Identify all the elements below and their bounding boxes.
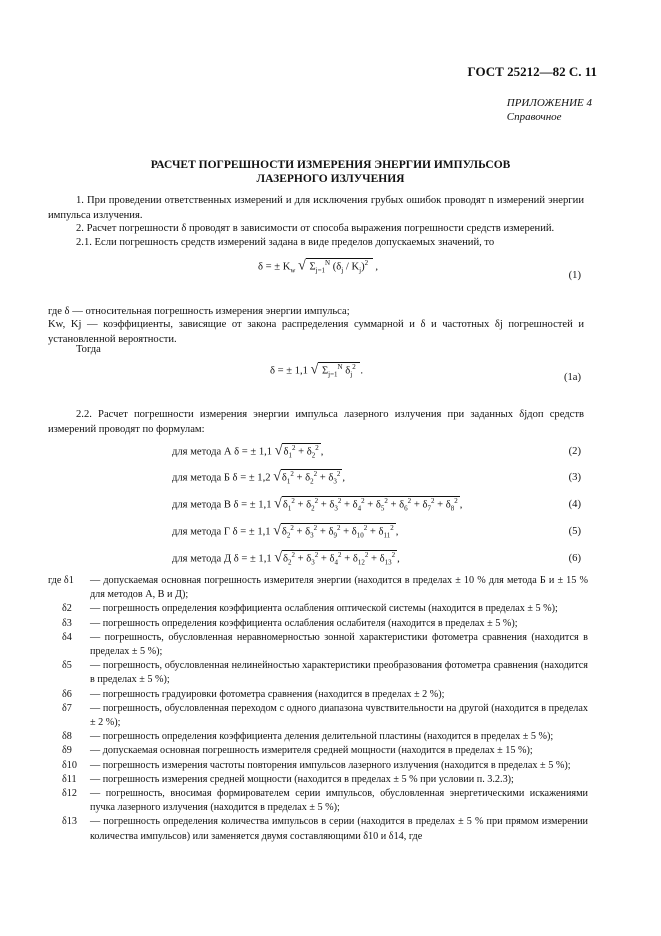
definition-item: δ12 — погрешность, вносимая формирователем серии импульсов, обусловленная энергетическими искажениями пучка лазерного излучения (находится в пределах ± 5 %); [62, 788, 588, 814]
definition-item: δ3 — погрешность определения коэффициента ослабления ослабителя (находится в пределах ± 5 %); [62, 617, 518, 629]
equation-method-d: для метода Д δ = ± 1,1 $√\delta_2^2 + \delta_3^2 + \delta_4^2 + \delta_{12}^2 + \delta_{13}^2$ , [172, 550, 400, 567]
paragraph-2-2: 2.2. Расчет погрешности измерения энергии импульса лазерного излучения при заданных δjдоп средств измерений проводят по формулам: [48, 409, 584, 435]
equation-4-number: (4) [568, 499, 581, 510]
then-label: Тогда [76, 344, 101, 355]
definition-item: где δ1 — допускаемая основная погрешность измерителя энергии (находится в пределах ± 10 % для метода Б и ± 15 % для методов А, В и Д); [48, 575, 588, 601]
where-delta: где δ — относительная погрешность измерения энергии импульса; [48, 306, 350, 317]
appendix-title: ПРИЛОЖЕНИЕ 4 [506, 97, 592, 109]
definition-item: δ4 — погрешность, обусловленная неравномерностью зонной характеристики фотометра сравнения (находится в пределах ± 5 %); [62, 631, 588, 658]
definition-item: δ7 — погрешность, обусловленная переходом с одного диапазона чувствительности на другой (находится в пределах ± 2 %); [62, 702, 588, 729]
appendix-label [507, 96, 592, 124]
definition-item: δ5 — погрешность, обусловленная нелинейностью характеристики преобразования фотометра сравнения (находится в пределах ± 5 %); [62, 660, 588, 686]
page-header: ГОСТ 25212—82 С. 11 [467, 64, 597, 79]
definition-item: δ6 — погрешность градуировки фотометра сравнения (находится в пределах ± 2 %); [62, 688, 445, 700]
equation-1: δ = ± $K_w$ √ $\Sigma_{j=1}^N$ $(\delta_j / K_j)^2$ , [258, 258, 379, 275]
appendix-kind: Справочное [506, 111, 562, 123]
title-line-1: РАСЧЕТ ПОГРЕШНОСТИ ИЗМЕРЕНИЯ ЭНЕРГИИ ИМПУЛЬСОВ [150, 159, 511, 171]
equation-method-v: для метода В δ = ± 1,1 $√\delta_1^2 + \delta_2^2 + \delta_3^2 + \delta_4^2 + \delta_5^2 + \delta_6^2 + \delta_7^2 + \delta_8^2$ , [172, 496, 463, 513]
equation-5-number: (5) [568, 526, 581, 537]
equation-method-a: для метода А δ = ± 1,1 $√\delta_1^2 + \delta_2^2$ , [172, 443, 324, 460]
equation-3-number: (3) [568, 472, 581, 483]
equation-6-number: (6) [568, 553, 581, 564]
equation-1a: δ = ± 1,1 √ $\Sigma_{j=1}^N$ $\delta_j^2$ . [270, 362, 364, 379]
definition-item: δ9 — допускаемая основная погрешность измерителя средней мощности (находится в пределах ± 15 %); [62, 745, 533, 757]
paragraph-1: 1. При проведении ответственных измерений и для исключения грубых ошибок проводят n измерений энергии импульса излучения. [48, 195, 584, 221]
equation-1a-number: (1а) [563, 372, 581, 383]
paragraph-2-1: 2.1. Если погрешность средств измерений задана в виде пределов допускаемых значений, то [76, 237, 495, 248]
equation-2-number: (2) [568, 446, 581, 457]
equation-method-g: для метода Г δ = ± 1,1 $√\delta_2^2 + \delta_3^2 + \delta_9^2 + \delta_{10}^2 + \delta_{11}^2$ , [172, 523, 399, 540]
definition-item: δ13 — погрешность определения количества импульсов в серии (находится в пределах ± 5 % при прямом измерении количества импульсов) или заменяется двумя составляющими δ10 и δ14, где [62, 816, 588, 842]
definitions-list [48, 574, 588, 844]
equation-method-b: для метода Б δ = ± 1,2 $√\delta_1^2 + \delta_2^2 + \delta_3^2$ , [172, 469, 346, 486]
title-line-2: ЛАЗЕРНОГО ИЗЛУЧЕНИЯ [256, 173, 405, 185]
definition-item: δ11 — погрешность измерения средней мощности (находится в пределах ± 5 % при условии п. 3.2.3); [62, 773, 514, 785]
document-title [0, 158, 661, 186]
definition-item: δ10 — погрешность измерения частоты повторения импульсов лазерного излучения (находится в пределах ± 5 %); [62, 759, 571, 771]
where-coefficients: Kw, Kj — коэффициенты, зависящие от закона распределения суммарной и δ и частотных δj погрешностей и установленной вероятности. [48, 319, 584, 345]
definition-item: δ8 — погрешность определения коэффициента деления делительной пластины (находится в пределах ± 5 %); [62, 731, 554, 743]
definition-item: δ2 — погрешность определения коэффициента ослабления оптической системы (находится в пределах ± 5 %); [62, 603, 558, 615]
equation-1-number: (1) [568, 270, 581, 281]
paragraph-2: 2. Расчет погрешности δ проводят в зависимости от способа выражения погрешности средств измерений. [76, 223, 555, 234]
